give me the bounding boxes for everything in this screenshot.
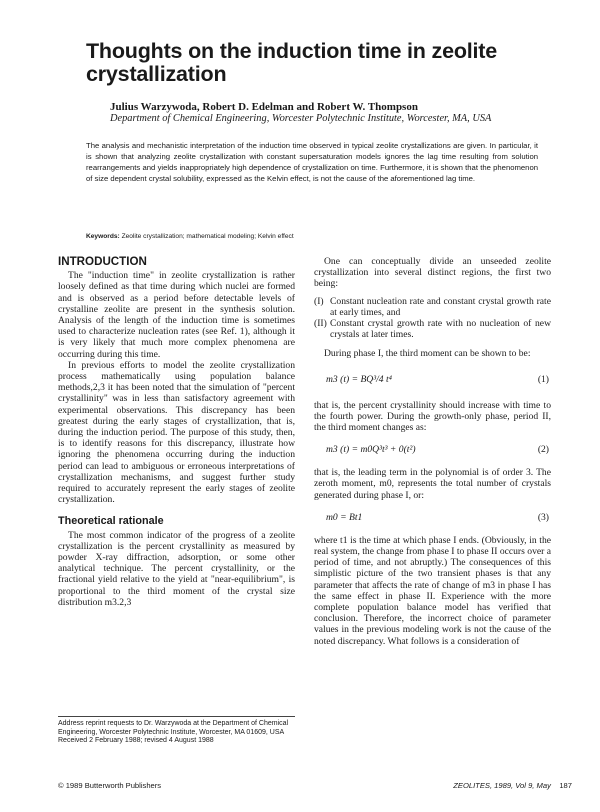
theory-paragraph-1: The most common indicator of the progress of a zeolite crystallization is the percent crystallinity as measured by powder X-ray diffraction, adsorption, or some other analytical technique. The percent crystallinity, or the fractional yield relative to the yield at "near-equilibrium", is proportional to the third moment of the crystal size distribution m3.2,3	[58, 529, 295, 608]
zeroth-moment-paragraph: that is, the leading term in the polynomial is of order 3. The zeroth moment, m0, represents the total number of crystals generated during phase I, or:	[314, 467, 551, 501]
phases-intro-paragraph: One can conceptually divide an unseeded zeolite crystallization into several distinct regions, the first two being:	[314, 256, 551, 290]
equation-3	[314, 509, 551, 527]
equation-1	[314, 368, 551, 392]
phase-two-paragraph: that is, the percent crystallinity should increase with time to the fourth power. During the growth-only phase, period II, the third moment changes as:	[314, 399, 551, 434]
equation-2-expression: m3 (t) = m0Q³t³ + 0(t²)	[326, 444, 416, 456]
equation-1-number: (1)	[537, 373, 549, 385]
phase-list-text: Constant nucleation rate and constant crystal growth rate at early times, and	[330, 295, 551, 318]
consequences-paragraph: where t1 is the time at which phase I ends. (Obviously, in the real system, the change from phase I to phase II occurs over a period of time, and not abruptly.) The consequences of this simplistic picture of the two transient phases is that any parameter that affects the rate of change of m3 in phase I has the same effect in phase II. Experience with the more complete population balance model has verified that conclusion. Therefore, the incorrect choice of parameter values in the previous modeling work is not the cause of the noted discrepancy. What follows is a consideration of	[314, 534, 551, 647]
section-heading-introduction: INTRODUCTION	[58, 255, 147, 268]
journal-footer	[300, 781, 572, 790]
equation-1-expression: m3 (t) = BQ³/4 t⁴	[326, 373, 392, 385]
equation-2	[314, 441, 551, 459]
equation-2-number: (2)	[537, 444, 549, 456]
subsection-heading-theoretical-rationale: Theoretical rationale	[58, 515, 164, 528]
footnote-divider	[58, 716, 295, 717]
abstract: The analysis and mechanistic interpretation of the induction time observed in typical zeolite crystallizations are given. In particular, it is shown that analyzing zeolite crystallization with constant supersaturation models ignores the lag time resulting from solution rearrangements and yields inappropriately high dependence of crystallization on time. Furthermore, it is shown that the phenomenon of size dependent crystal solubility, expressed as the Kelvin effect, is not the cause of the aforementioned lag time.	[86, 141, 538, 183]
keywords-text: Zeolite crystallization; mathematical modeling; Kelvin effect	[121, 233, 294, 240]
phase-list-item	[314, 296, 551, 318]
copyright-notice: © 1989 Butterworth Publishers	[58, 781, 162, 790]
intro-paragraph-2: In previous efforts to model the zeolite crystallization process mathematically using population balance methods,2,3 it has been noted that the simulation of "percent crystallinity" was in less than satisfactory agreement with experimental observations. This discrepancy has been greatest during the early stages of crystallization, that is, during the induction period. The purpose of this study, then, is to identify reasons for this discrepancy, illustrate how ignoring the phenomena occurring during the induction period can lead to ambiguous or erroneous interpretations of crystallization mechanisms, and suggest further study required to accurately represent the early stages of zeolite crystallization.	[58, 359, 295, 506]
phase-list-marker: (I)	[314, 295, 324, 307]
left-column	[58, 256, 295, 608]
page-number: 187	[559, 781, 572, 790]
equation-3-number: (3)	[537, 511, 549, 523]
keywords	[86, 233, 538, 240]
phase-list	[314, 296, 551, 341]
intro-paragraph-1: The "induction time" in zeolite crystallization is rather loosely defined as that time during which nuclei are formed and is observed as a period before detectable levels of crystalline zeolite are present in the synthesis solution. Analysis of the length of the induction time is sometimes used to characterize nucleation rates (see Ref. 1), although it is very likely that much more complex phenomena are occurring during this time.	[58, 270, 295, 360]
phase-list-marker: (II)	[314, 318, 327, 330]
author-affiliation: Department of Chemical Engineering, Worcester Polytechnic Institute, Worcester, MA, USA	[110, 113, 492, 124]
phase-one-paragraph: During phase I, the third moment can be shown to be:	[324, 348, 531, 360]
footnote-reprint-address: Address reprint requests to Dr. Warzywoda at the Department of Chemical Engineering, Worcester Polytechnic Institute, Worcester, MA 01609, USA Received 2 February 1988; revised 4 August 1988	[58, 720, 289, 744]
author-list: Julius Warzywoda, Robert D. Edelman and Robert W. Thompson	[110, 101, 418, 113]
journal-citation: ZEOLITES, 1989, Vol 9, May	[453, 781, 551, 790]
right-column	[314, 256, 551, 647]
phase-list-item	[314, 318, 551, 340]
phase-list-text: Constant crystal growth rate with no nucleation of new crystals at later times.	[330, 318, 551, 341]
equation-3-expression: m0 = Bt1	[326, 511, 363, 523]
paper-title: Thoughts on the induction time in zeolite crystallization	[86, 39, 498, 86]
keywords-label: Keywords:	[86, 233, 120, 240]
